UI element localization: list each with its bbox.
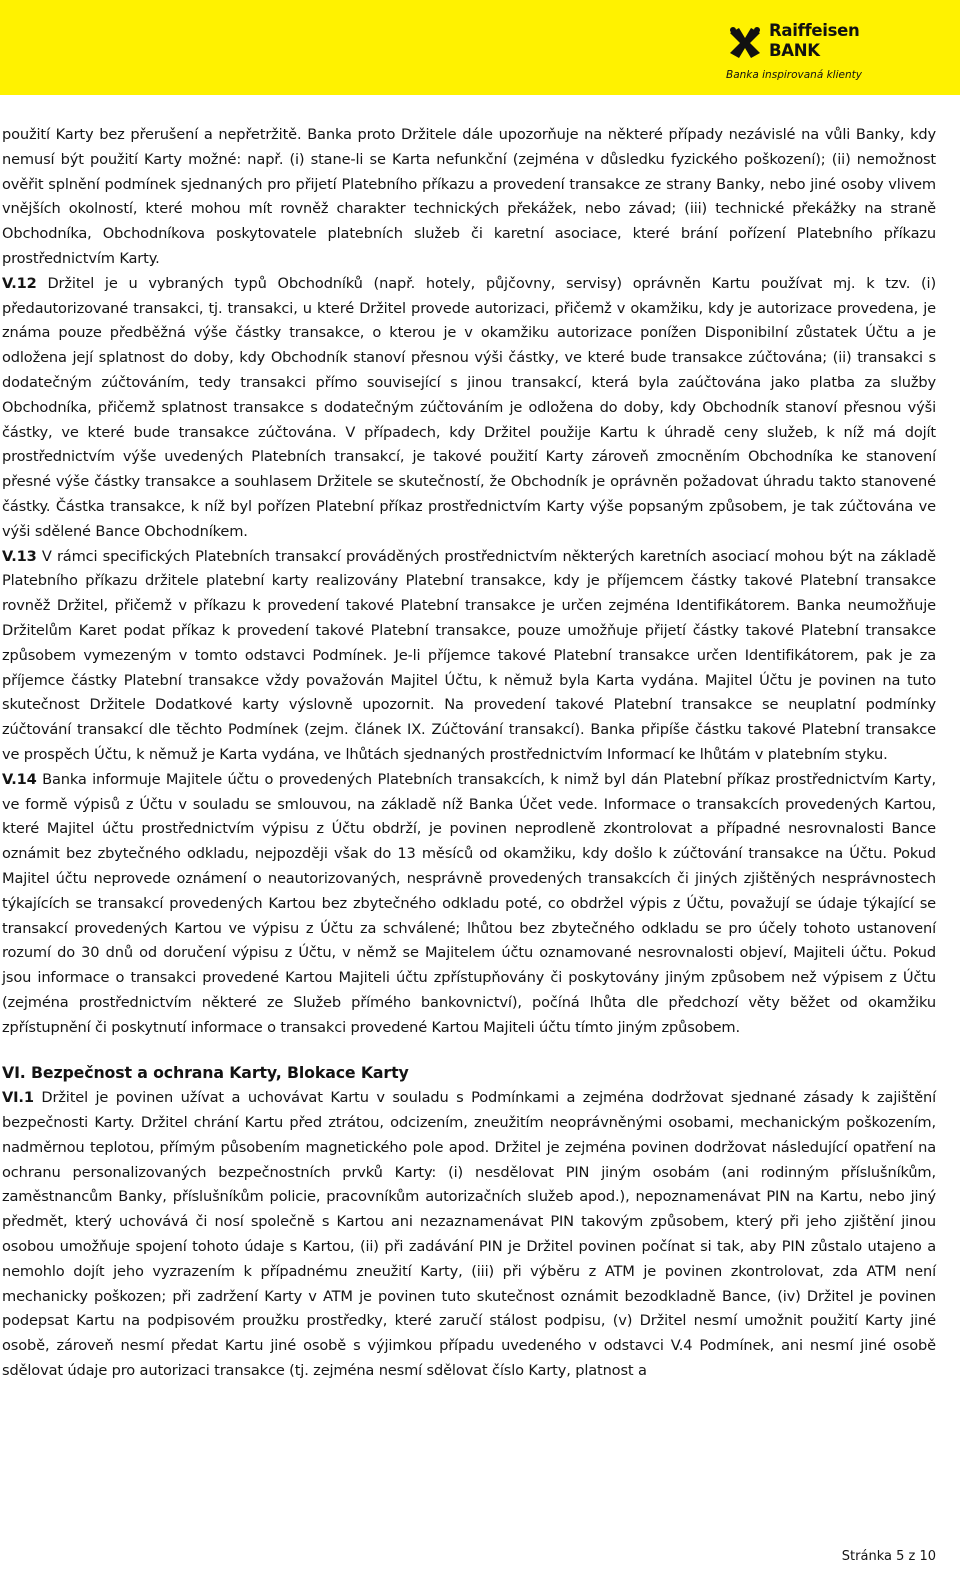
paragraph-text: V rámci specifických Platebních transakcí prováděných prostřednictvím některých karetních asociací mohou být na základě Platebního příkazu držitele platební karty realizovány Platební transakce, kdy je příjemcem částky takové Platební transakce rovněž Držitel, přičemž v příkazu k provedení takové Platební transakce je určen zejména Identifikátorem. Banka neumožňuje Držitelům Karet podat příkaz k provedení takové Platební transakce, pouze umožňuje přijetí částky takové Platební transakce způsobem vymezeným v tomto odstavci Podmínek. Je-li příjemce takové Platební transakce určen Identifikátorem, pak je za příjemce částky Platební transakce vždy považován Majitel Účtu, k němuž byla Karta vydána. Majitel Účtu je povinen na tuto skutečnost Držitele Dodatkové karty výslovně upozornit. Na provedení takové Platební transakce se neuplatní podmínky zúčtování transakcí dle těchto Podmínek (zejm. článek IX. Zúčtování transakcí). Banka připíše částku takové Platební transakce ve prospěch Účtu, k němuž je Karta vydána, ve lhůtách sjednaných prostřednictvím Informací ke lhůtám v platebním styku.	[2, 547, 936, 763]
raiffeisen-logo	[726, 22, 876, 86]
paragraph-text: Držitel je povinen užívat a uchovávat Kartu v souladu s Podmínkami a zejména dodržovat sjednané zásady k zajištění bezpečnosti Karty. Držitel chrání Kartu před ztrátou, odcizením, zneužitím neoprávněnými osobami, mechanickým poškozením, nadměrnou teplotou, přímým působením magnetického pole apod. Držitel je zejména povinen dodržovat následující opatření na ochranu personalizovaných bezpečnostních prvků Karty: (i) nesdělovat PIN jiným osobám (ani rodinným příslušníkům, zaměstnancům Banky, příslušníkům policie, pracovníkům autorizačních služeb apod.), nepoznamenávat PIN na Kartu, nebo jiný předmět, který uchovává či nosí společně s Kartou ani nezaznamenávat PIN takovým způsobem, který při jeho zjištění jinou osobou umožňuje spojení tohoto údaje s Kartou, (ii) při zadávání PIN je Držitel povinen počínat si tak, aby PIN zůstalo utajeno a nemohlo dojít jeho vyzrazením k případnému zneužití Karty, (iii) při výběru z ATM je povinen zkontrolovat, zda ATM není mechanicky poškozen; při zadržení Karty v ATM je povinen tuto skutečnost oznámit bezodkladně Bance, (iv) Držitel je povinen podepsat Kartu na podpisovém proužku prostředky, které zaručí stálost podpisu, (v) Držitel nesmí umožnit použití Karty jiné osobě, zároveň nesmí předat Kartu jiné osobě s výjimkou případu uvedeného v odstavci V.4 Podmínek, ani nesmí jiné osobě sdělovat údaje pro autorizaci transakce (tj. zejména nesmí sdělovat číslo Karty, platnost a	[2, 1089, 936, 1380]
header-band	[0, 0, 960, 95]
paragraph-text: Držitel je u vybraných typů Obchodníků (např. hotely, půjčovny, servisy) oprávněn Kartu používat mj. k tzv. (i) předautorizované transakci, tj. transakci, u které Držitel provede autorizaci, přičemž v okamžiku, kdy je autorizace provedena, je známa pouze předběžná výše částky transakce, o kterou je v okamžiku autorizace ponížen Disponibilní zůstatek Účtu a je odložena její splatnost do doby, kdy Obchodník stanoví přesnou výši částky, ve které bude transakce zúčtována; (ii) transakci s dodatečným zúčtováním, tedy transakci přímo související s jinou transakcí, která byla zaúčtována jako platba za služby Obchodníka, přičemž splatnost transakce s dodatečným zúčtováním je odložena do doby, kdy Obchodník stanoví přesnou výši částky, ve které bude transakce zúčtována. V případech, kdy Držitel použije Kartu k úhradě ceny služeb, k níž má dojít prostřednictvím výše uvedených Platebních transakcí, je takové použití Karty zároveň zmocněním Obchodníka ke stanovení přesné výše částky transakce a souhlasem Držitele se skutečností, že Obchodník je oprávněn požadovat úhradu takto stanovené částky. Částka transakce, k níž byl pořízen Platební příkaz prostřednictvím Karty výše popsaným způsobem, je tak zúčtována ve výši sdělené Bance Obchodníkem.	[2, 274, 936, 540]
paragraph	[2, 272, 936, 545]
paragraph-number: V.12	[2, 274, 37, 292]
paragraph-text: použití Karty bez přerušení a nepřetržitě. Banka proto Držitele dále upozorňuje na některé případy nezávislé na vůli Banky, kdy nemusí být použití Karty možné: např. (i) stane-li se Karta nefunkční (zejména v důsledku fyzického poškození); (ii) nemožnost ověřit splnění podmínek sjednaných pro přijetí Platebního příkazu a provedení transakce ze strany Banky, nebo jiné osoby vlivem vnějších okolností, které mohou mít rovněž charakter technických překážek, nebo závad; (iii) technické překážky na straně Obchodníka, Obchodníkova poskytovatele platebních služeb či karetní asociace, které brání pořízení Platebního příkazu prostřednictvím Karty.	[2, 126, 936, 267]
document-body	[2, 123, 936, 1384]
raiffeisen-logo-icon	[726, 24, 764, 62]
paragraph	[2, 123, 936, 272]
paragraph-number: VI.1	[2, 1089, 34, 1107]
paragraph-number: V.14	[2, 770, 37, 788]
paragraph	[2, 768, 936, 1041]
page-number: Stránka 5 z 10	[841, 1549, 936, 1564]
paragraph	[2, 1086, 936, 1384]
paragraph-text: Banka informuje Majitele účtu o provedených Platebních transakcích, k nimž byl dán Platební příkaz prostřednictvím Karty, ve formě výpisů z Účtu v souladu se smlouvou, na základě níž Banka Účet vede. Informace o transakcích provedených Kartou, které Majitel účtu prostřednictvím výpisu z Účtu obdrží, je povinen neprodleně zkontrolovat a případné nesrovnalosti Bance oznámit bez zbytečného odkladu, nejpozději však do 13 měsíců od okamžiku, kdy došlo k zúčtování transakce na Účtu. Pokud Majitel účtu neprovede oznámení o neautorizovaných, nesprávně provedených transakcích či jiných zjištěných nesprávnostech týkajících se transakcí provedených Kartou bez zbytečného odkladu poté, co obdržel výpis z Účtu, považují se údaje týkající se transakcí provedených Kartou ve výpisu z Účtu za schválené; lhůtou bez zbytečného odkladu se pro účely tohoto ustanovení rozumí do 30 dnů od doručení výpisu z Účtu, v němž se Majitelem účtu oznamované nesrovnalosti objeví, Majiteli účtu. Pokud jsou informace o transakci provedené Kartou Majiteli účtu zpřístupňovány či poskytovány jiným způsobem než výpisem z Účtu (zejména prostřednictvím některé ze Služeb přímého bankovnictví), počíná lhůta dle předchozí věty běžet od okamžiku zpřístupnění či poskytnutí informace o transakci provedené Kartou Majiteli účtu tímto jiným způsobem.	[2, 770, 936, 1036]
brand-tagline: Banka inspirovaná klienty	[726, 69, 862, 81]
brand-name: Raiffeisen BANK	[769, 21, 860, 60]
paragraph	[2, 545, 936, 768]
section-heading: VI. Bezpečnost a ochrana Karty, Blokace Karty	[2, 1063, 409, 1083]
paragraph-number: V.13	[2, 547, 37, 565]
